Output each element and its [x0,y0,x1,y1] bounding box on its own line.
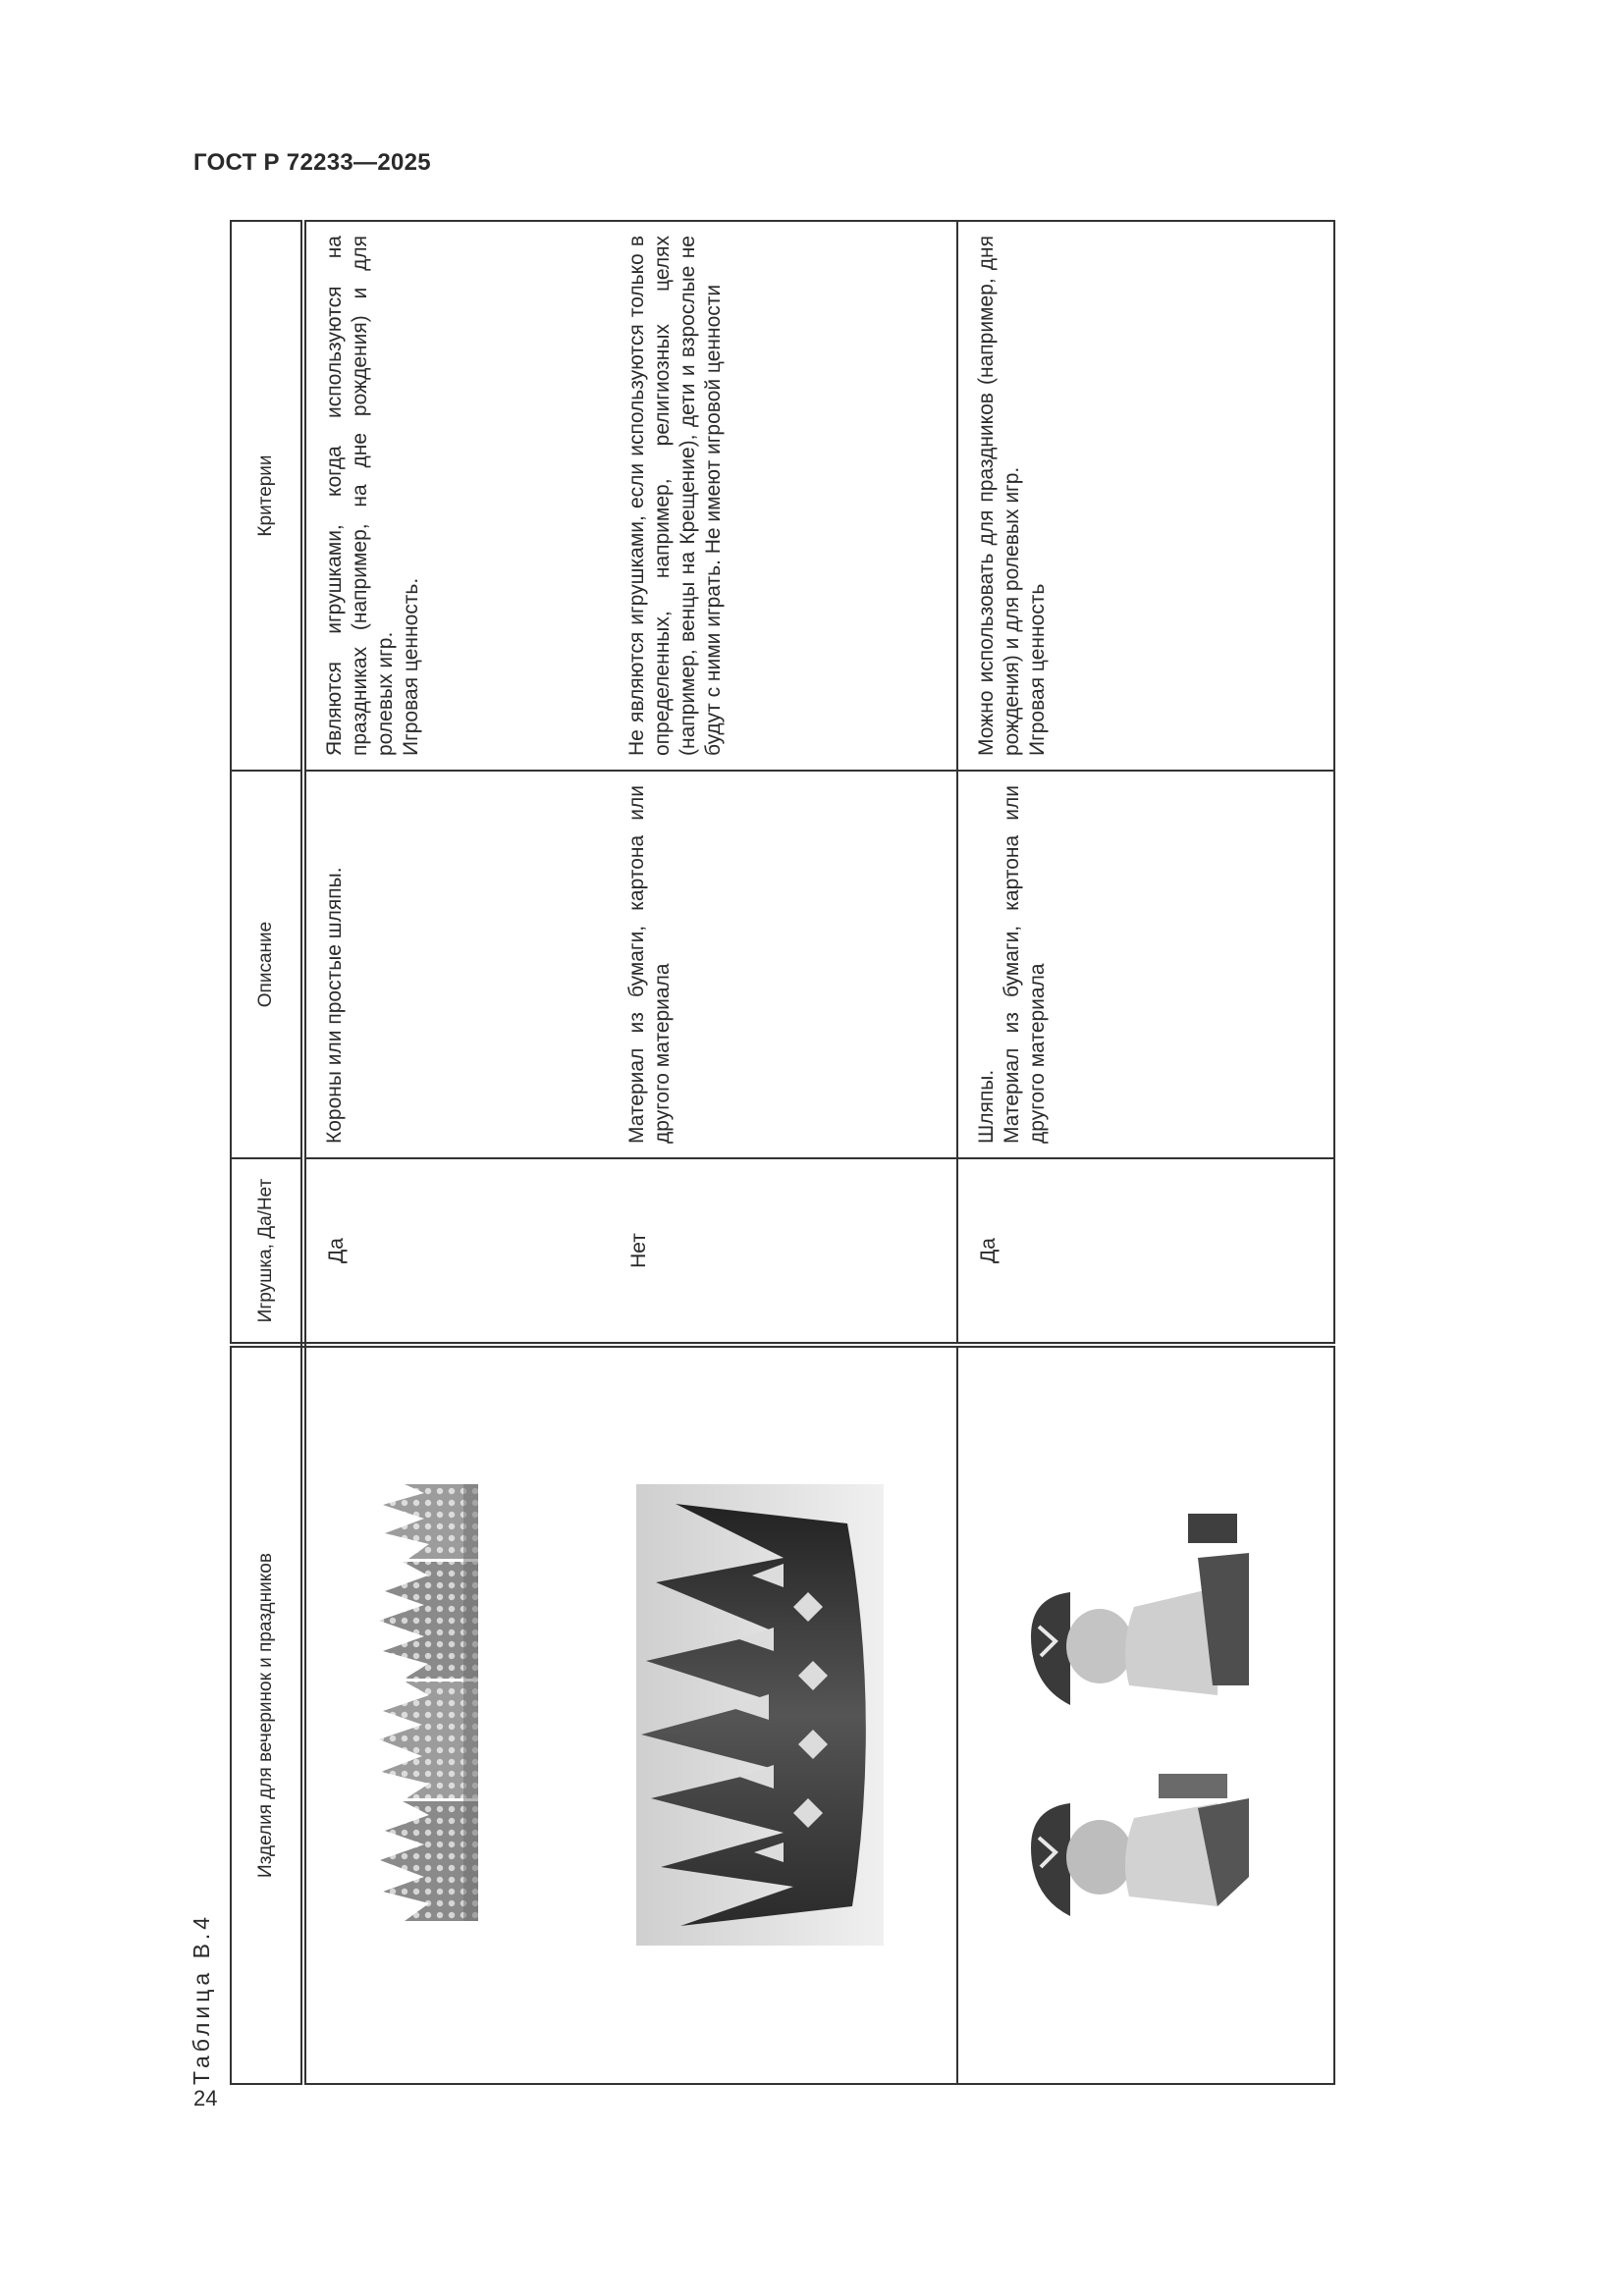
item-image-cell [957,1345,1334,2084]
toy-flag-cell [609,1158,957,1345]
toy-flag-cell [957,1158,1334,1345]
table-caption: Таблица В.4 [189,1912,214,2085]
table-row [957,221,1334,2084]
toy-flag-cell [303,1158,609,1345]
description-cell [957,771,1334,1158]
toy-flag: Да [977,1238,1001,1263]
item-image-cell [609,1345,957,2084]
toy-flag: Да [325,1238,348,1263]
page-number: 24 [193,2086,218,2110]
description-text: Короны или простые шляпы. [323,867,346,1144]
cardboard-crown-photo [636,1484,884,1946]
description-cell [303,771,609,1158]
criteria-text: Не являются игрушками, если используются только в определенных, например, религиозных целях (например, венцы на Крещение), дети и взрослые не будут с ними играть. Не имеют игровой ценности [625,236,726,756]
column-header-description: Описание [231,771,303,1158]
criteria-cell [609,221,957,771]
paper-crowns-strip-image [375,1484,478,1921]
criteria-text: Можно использовать для праздников (например, дня рождения) и для ролевых игр. Игровая ценность [975,236,1050,756]
table-row [303,221,609,2084]
column-header-criteria: Критерии [231,221,303,771]
rotated-table-block [189,220,1337,2085]
column-header-toy: Игрушка, Да/Нет [231,1158,303,1345]
children-in-paper-hats-photo [1001,1494,1249,1936]
table-header-row [231,221,303,2084]
party-items-table [230,220,1335,2085]
description-text: Шляпы. Материал из бумаги, картона или другого материала [975,785,1050,1144]
item-image-cell [303,1345,609,2084]
column-header-items: Изделия для вечеринок и праздников [231,1345,303,2084]
description-cell [609,771,957,1158]
criteria-cell [303,221,609,771]
criteria-text: Являются игрушками, когда используются на праздниках (например, на дне рождения) и для ролевых игр. Игровая ценность. [323,236,422,756]
criteria-cell [957,221,1334,771]
table-row [609,221,957,2084]
document-code: ГОСТ Р 72233—2025 [193,149,431,176]
toy-flag: Нет [627,1233,651,1268]
description-text: Материал из бумаги, картона или другого материала [625,785,675,1144]
